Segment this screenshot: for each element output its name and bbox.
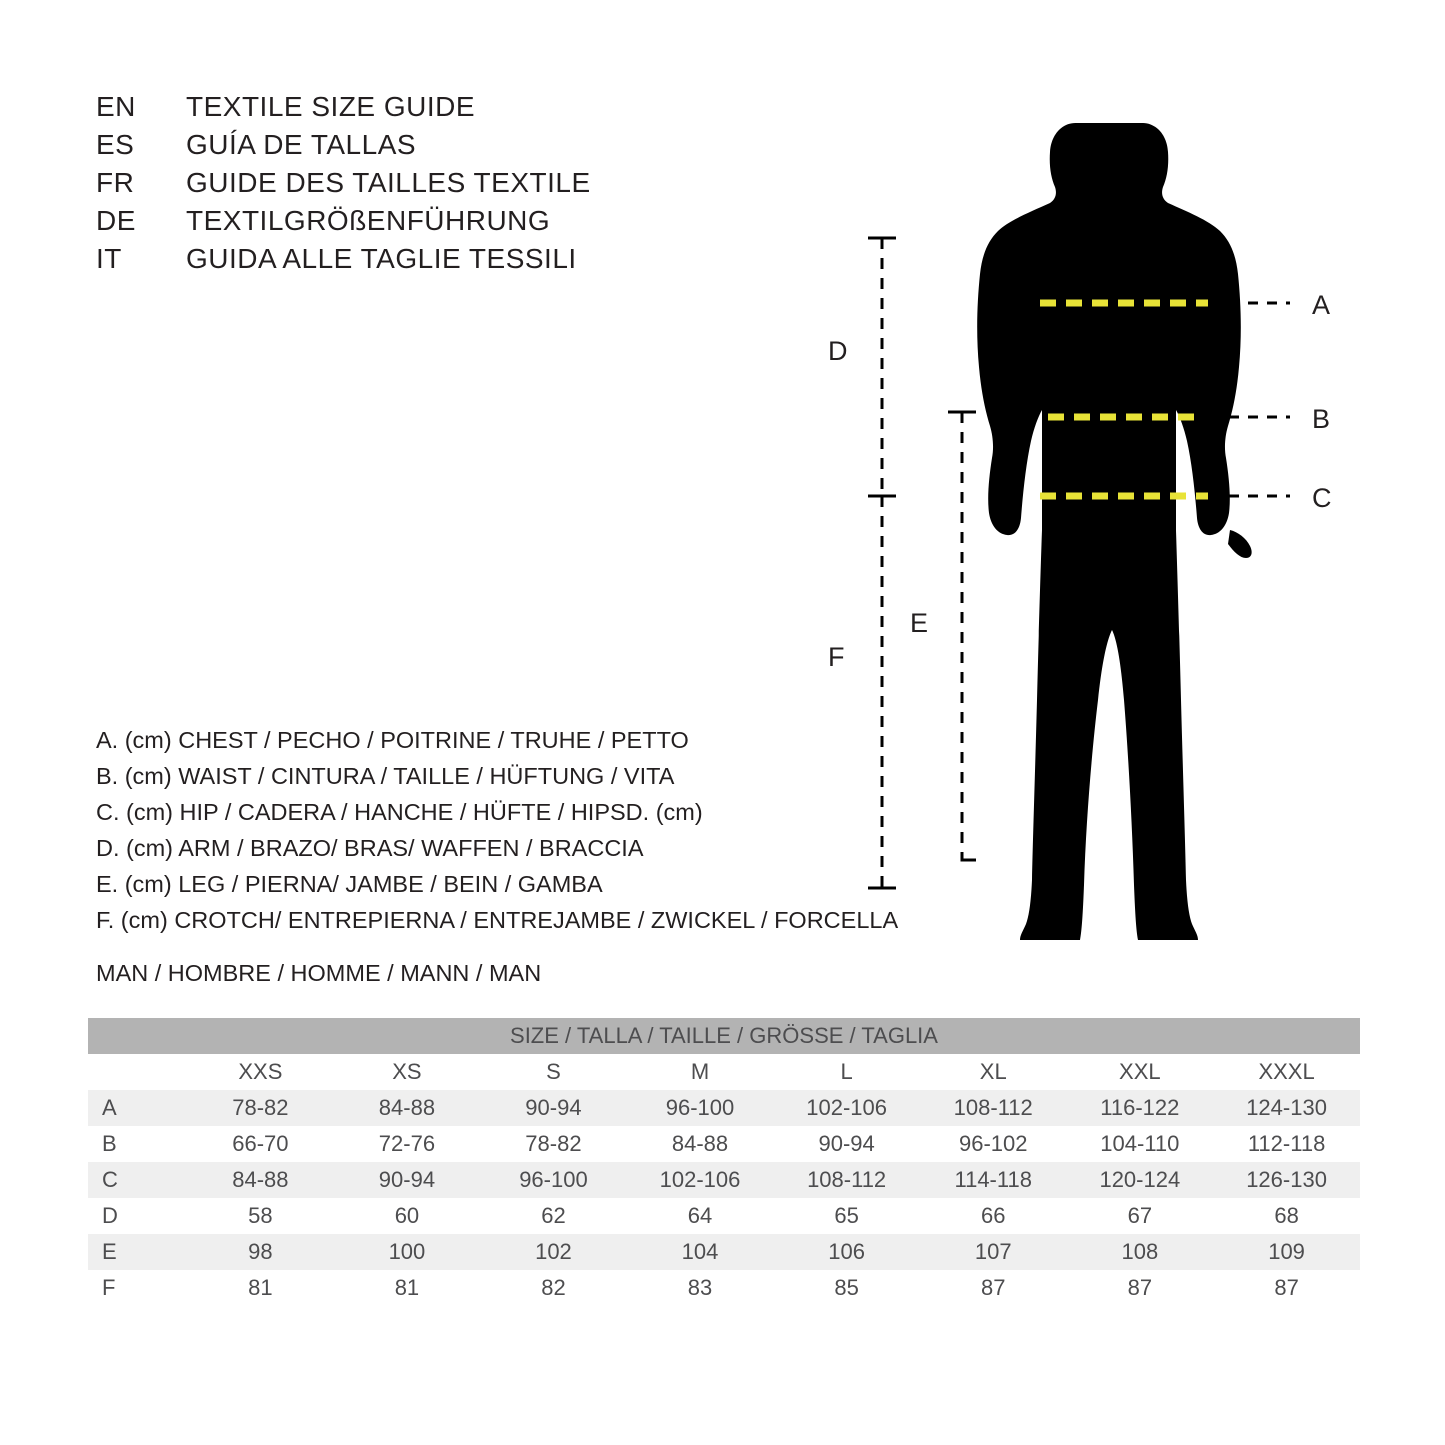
row-label-f: F xyxy=(88,1270,187,1306)
cell-f-xxs: 81 xyxy=(187,1270,334,1306)
cell-e-l: 106 xyxy=(773,1234,920,1270)
table-row xyxy=(88,1162,1360,1198)
legend-item-f: F. (cm) CROTCH/ ENTREPIERNA / ENTREJAMBE / ZWICKEL / FORCELLA xyxy=(96,907,899,933)
row-label-a: A xyxy=(88,1090,187,1126)
legend-item-c: C. (cm) HIP / CADERA / HANCHE / HÜFTE / HIPSD. (cm) xyxy=(96,799,703,825)
dimension-tick-e-bottom xyxy=(962,852,976,860)
cell-c-xxxl: 126-130 xyxy=(1213,1162,1360,1198)
title-text-fr: GUIDE DES TAILLES TEXTILE xyxy=(186,167,591,198)
table-band-label: SIZE / TALLA / TAILLE / GRÖSSE / TAGLIA xyxy=(88,1018,1360,1054)
cell-d-xxl: 67 xyxy=(1067,1198,1214,1234)
table-row xyxy=(88,1270,1360,1306)
marker-label-a: A xyxy=(1312,290,1331,320)
marker-label-e: E xyxy=(910,608,929,638)
size-table xyxy=(88,1018,1360,1306)
col-header-s: S xyxy=(480,1054,627,1090)
cell-f-xxl: 87 xyxy=(1067,1270,1214,1306)
title-block xyxy=(96,88,716,278)
title-text-de: TEXTILGRÖßENFÜHRUNG xyxy=(186,205,551,236)
title-lang-en: EN xyxy=(96,91,136,122)
title-lang-es: ES xyxy=(96,129,135,160)
cell-f-xl: 87 xyxy=(920,1270,1067,1306)
title-row-it xyxy=(96,240,716,278)
cell-c-m: 102-106 xyxy=(627,1162,774,1198)
cell-d-l: 65 xyxy=(773,1198,920,1234)
title-row-es xyxy=(96,126,716,164)
row-label-e: E xyxy=(88,1234,187,1270)
cell-d-xxxl: 68 xyxy=(1213,1198,1360,1234)
cell-d-xs: 60 xyxy=(334,1198,481,1234)
cell-d-xl: 66 xyxy=(920,1198,1067,1234)
table-row xyxy=(88,1090,1360,1126)
title-lang-fr: FR xyxy=(96,167,135,198)
cell-a-m: 96-100 xyxy=(627,1090,774,1126)
cell-f-m: 83 xyxy=(627,1270,774,1306)
cell-e-s: 102 xyxy=(480,1234,627,1270)
cell-d-xxs: 58 xyxy=(187,1198,334,1234)
table-row xyxy=(88,1234,1360,1270)
cell-e-xxs: 98 xyxy=(187,1234,334,1270)
title-lang-de: DE xyxy=(96,205,136,236)
cell-b-xxs: 66-70 xyxy=(187,1126,334,1162)
cell-a-xxs: 78-82 xyxy=(187,1090,334,1126)
cell-c-xxl: 120-124 xyxy=(1067,1162,1214,1198)
title-lang-it: IT xyxy=(96,243,122,274)
title-text-es: GUÍA DE TALLAS xyxy=(186,129,417,160)
row-label-c: C xyxy=(88,1162,187,1198)
title-text-en: TEXTILE SIZE GUIDE xyxy=(186,91,476,122)
cell-a-l: 102-106 xyxy=(773,1090,920,1126)
cell-b-xs: 72-76 xyxy=(334,1126,481,1162)
legend-item-a: A. (cm) CHEST / PECHO / POITRINE / TRUHE / PETTO xyxy=(96,727,689,753)
table-header-row xyxy=(88,1054,1360,1090)
legend-item-d: D. (cm) ARM / BRAZO/ BRAS/ WAFFEN / BRACCIA xyxy=(96,835,644,861)
col-header-xxxl: XXXL xyxy=(1213,1054,1360,1090)
cell-b-xl: 96-102 xyxy=(920,1126,1067,1162)
cell-b-s: 78-82 xyxy=(480,1126,627,1162)
col-header-l: L xyxy=(773,1054,920,1090)
cell-b-m: 84-88 xyxy=(627,1126,774,1162)
cell-a-xs: 84-88 xyxy=(334,1090,481,1126)
col-header-xl: XL xyxy=(920,1054,1067,1090)
col-header-xs: XS xyxy=(334,1054,481,1090)
row-label-d: D xyxy=(88,1198,187,1234)
cell-e-xxl: 108 xyxy=(1067,1234,1214,1270)
title-text-it: GUIDA ALLE TAGLIE TESSILI xyxy=(186,243,577,274)
table-row xyxy=(88,1126,1360,1162)
legend-item-b: B. (cm) WAIST / CINTURA / TAILLE / HÜFTUNG / VITA xyxy=(96,763,675,789)
measurement-legend xyxy=(96,722,899,938)
marker-label-f: F xyxy=(828,642,845,672)
cell-f-s: 82 xyxy=(480,1270,627,1306)
row-label-b: B xyxy=(88,1126,187,1162)
cell-b-xxl: 104-110 xyxy=(1067,1126,1214,1162)
cell-e-xxxl: 109 xyxy=(1213,1234,1360,1270)
cell-e-m: 104 xyxy=(627,1234,774,1270)
marker-label-b: B xyxy=(1312,404,1331,434)
col-header-xxl: XXL xyxy=(1067,1054,1214,1090)
cell-c-xxs: 84-88 xyxy=(187,1162,334,1198)
cell-f-xs: 81 xyxy=(334,1270,481,1306)
cell-d-s: 62 xyxy=(480,1198,627,1234)
title-row-en xyxy=(96,88,716,126)
cell-f-l: 85 xyxy=(773,1270,920,1306)
cell-a-xl: 108-112 xyxy=(920,1090,1067,1126)
col-header-xxs: XXS xyxy=(187,1054,334,1090)
cell-c-xl: 114-118 xyxy=(920,1162,1067,1198)
body-diagram xyxy=(790,60,1390,960)
cell-a-xxl: 116-122 xyxy=(1067,1090,1214,1126)
cell-d-m: 64 xyxy=(627,1198,774,1234)
cell-c-xs: 90-94 xyxy=(334,1162,481,1198)
table-band-header xyxy=(88,1018,1360,1054)
marker-label-d: D xyxy=(828,336,848,366)
marker-label-c: C xyxy=(1312,483,1332,513)
cell-c-s: 96-100 xyxy=(480,1162,627,1198)
cell-e-xs: 100 xyxy=(334,1234,481,1270)
title-row-de xyxy=(96,202,716,240)
cell-a-xxxl: 124-130 xyxy=(1213,1090,1360,1126)
gender-label: MAN / HOMBRE / HOMME / MANN / MAN xyxy=(96,960,542,986)
table-corner-cell xyxy=(88,1054,187,1090)
cell-b-xxxl: 112-118 xyxy=(1213,1126,1360,1162)
cell-f-xxxl: 87 xyxy=(1213,1270,1360,1306)
cell-c-l: 108-112 xyxy=(773,1162,920,1198)
table-row xyxy=(88,1198,1360,1234)
male-silhouette xyxy=(977,123,1251,940)
cell-b-l: 90-94 xyxy=(773,1126,920,1162)
col-header-m: M xyxy=(627,1054,774,1090)
legend-item-e: E. (cm) LEG / PIERNA/ JAMBE / BEIN / GAMBA xyxy=(96,871,603,897)
title-row-fr xyxy=(96,164,716,202)
cell-a-s: 90-94 xyxy=(480,1090,627,1126)
cell-e-xl: 107 xyxy=(920,1234,1067,1270)
